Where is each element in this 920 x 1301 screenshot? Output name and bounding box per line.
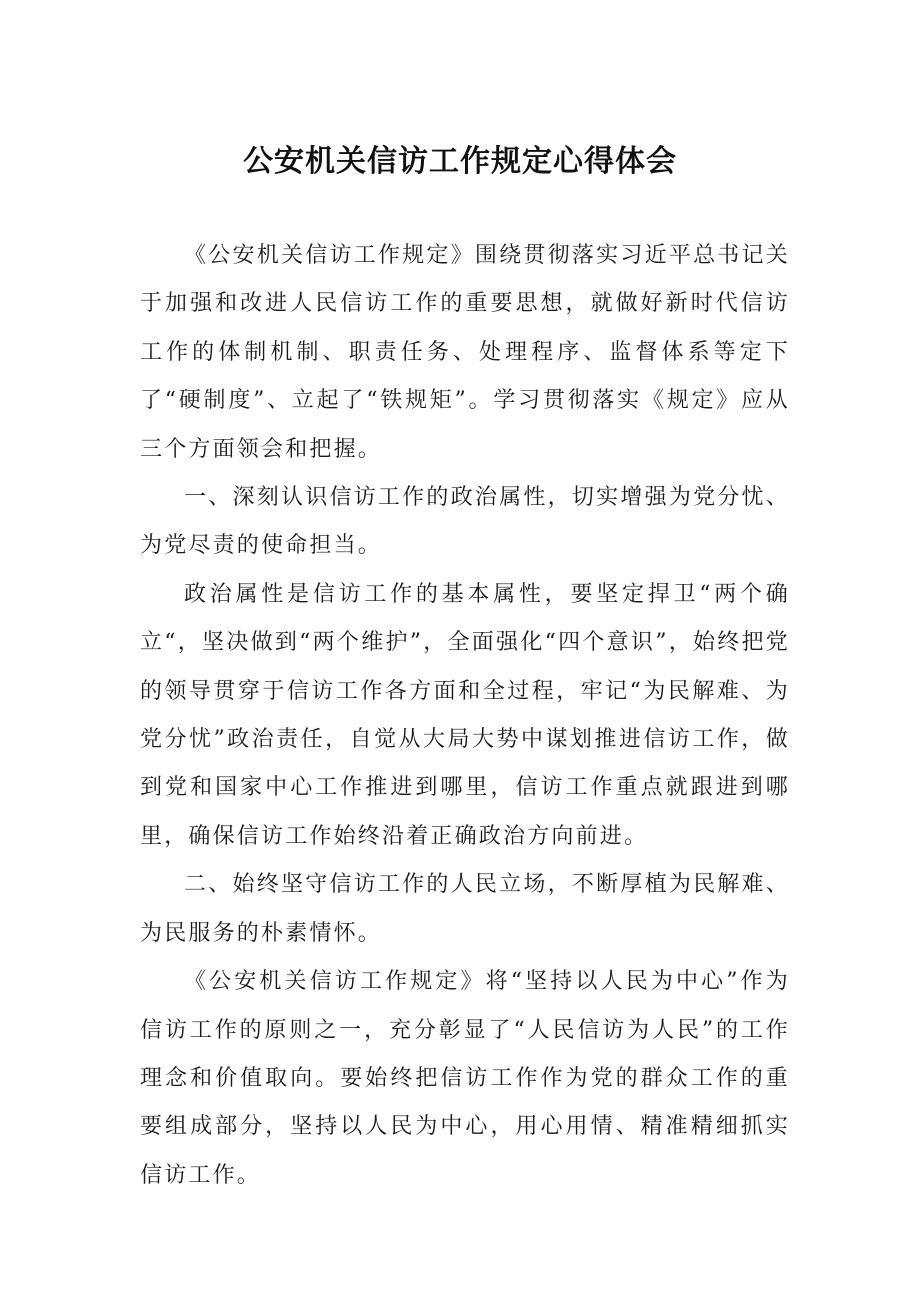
document-title: 公安机关信访工作规定心得体会 [243,144,677,179]
paragraph-heading-2: 二、始终坚守信访工作的人民立场，不断厚植为民解难、为民服务的朴素情怀。 [140,872,790,946]
document-body [140,232,790,1200]
paragraph-people-centered: 《公安机关信访工作规定》将“坚持以人民为中心”作为信访工作的原则之一，充分彰显了“人民信访为人民”的工作理念和价值取向。要始终把信访工作作为党的群众工作的重要组成部分，坚持以人民为中心，用心用情、精准精细抓实信访工作。 [140,969,790,1188]
paragraph-heading-1: 一、深刻认识信访工作的政治属性，切实增强为党分忧、为党尽责的使命担当。 [140,485,790,559]
paragraph-intro: 《公安机关信访工作规定》围绕贯彻落实习近平总书记关于加强和改进人民信访工作的重要思想，就做好新时代信访工作的体制机制、职责任务、处理程序、监督体系等定下了“硬制度”、立起了“铁规矩”。学习贯彻落实《规定》应从三个方面领会和把握。 [140,243,790,462]
paragraph-political-attribute: 政治属性是信访工作的基本属性，要坚定捍卫“两个确立“，坚决做到“两个维护”，全面强化“四个意识”，始终把党的领导贯穿于信访工作各方面和全过程，牢记“为民解难、为党分忧”政治责任，自觉从大局大势中谋划推进信访工作，做到党和国家中心工作推进到哪里，信访工作重点就跟进到哪里，确保信访工作始终沿着正确政治方向前进。 [140,581,790,849]
